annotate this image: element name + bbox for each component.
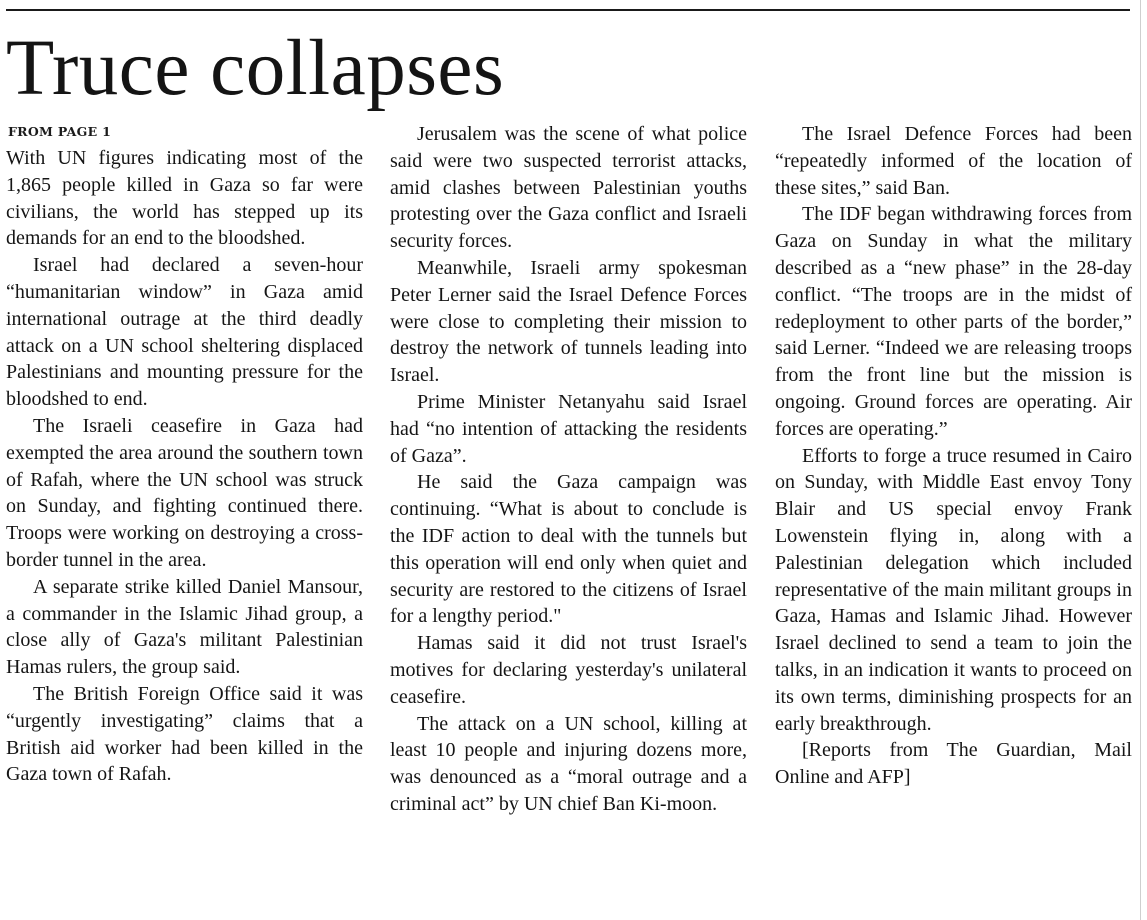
top-rule [6,9,1130,11]
paragraph: He said the Gaza campaign was continuing. “What is about to conclude is the IDF action to deal with the tunnels but this operation will end only when quiet and security are restored to the citizens of Israel for a lengthy period." [390,471,747,628]
page-edge-rule [1140,0,1141,920]
continuation-kicker: FROM PAGE 1 [8,124,112,139]
paragraph: The IDF began withdrawing forces from Gaza on Sunday in what the military described as a “new phase” in the 28-day conflict. “The troops are in the midst of redeployment to other parts of the border,” said Lerner. “Indeed we are releasing troops from the front line but the mission is ongoing. Ground forces are operating. Air forces are operating.” [775,203,1132,440]
paragraph: The Israeli ceasefire in Gaza had exempted the area around the southern town of Rafah, where the UN school was struck on Sunday, and fighting continued there. Troops were working on destroying a cross-border tunnel in the area. [6,414,363,571]
paragraph: Israel had declared a seven-hour “humanitarian window” in Gaza amid international outrage at the third deadly attack on a UN school sheltering displaced Palestinians and mounting pressure for the bloodshed to end. [6,254,363,411]
paragraph: A separate strike killed Daniel Mansour, a commander in the Islamic Jihad group, a close ally of Gaza's militant Palestinian Hamas rulers, the group said. [6,575,363,679]
paragraph: Efforts to forge a truce resumed in Cairo on Sunday, with Middle East envoy Tony Blair and US special envoy Frank Lowenstein flying in, along with a Palestinian delegation which included representative of the main militant groups in Gaza, Hamas and Islamic Jihad. However Israel declined to send a team to join the talks, in an indication it wants to proceed on its own terms, diminishing prospects for an early breakthrough. [775,444,1132,735]
article-column-3 [775,121,1132,791]
paragraph: With UN figures indicating most of the 1,865 people killed in Gaza so far were civilians, the world has stepped up its demands for an end to the bloodshed. [6,147,363,250]
paragraph: The attack on a UN school, killing at least 10 people and injuring dozens more, was denounced as a “moral outrage and a criminal act” by UN chief Ban Ki-moon. [390,712,747,815]
paragraph: Prime Minister Netanyahu said Israel had “no intention of attacking the residents of Gaza”. [390,390,747,467]
paragraph: Hamas said it did not trust Israel's motives for declaring yesterday's unilateral ceasefire. [390,632,747,708]
paragraph: The British Foreign Office said it was “urgently investigating” claims that a British aid worker had been killed in the Gaza town of Rafah. [6,682,363,786]
paragraph: [Reports from The Guardian, Mail Online and AFP] [775,739,1132,789]
headline: Truce collapses [6,25,505,112]
article-column-2 [390,121,747,818]
paragraph: Meanwhile, Israeli army spokesman Peter Lerner said the Israel Defence Forces were close to completing their mission to destroy the network of tunnels leading into Israel. [390,256,747,387]
article-column-1 [6,145,363,788]
paragraph: The Israel Defence Forces had been “repeatedly informed of the location of these sites,” said Ban. [775,123,1132,199]
paragraph: Jerusalem was the scene of what police said were two suspected terrorist attacks, amid clashes between Palestinian youths protesting over the Gaza conflict and Israeli security forces. [390,123,747,253]
